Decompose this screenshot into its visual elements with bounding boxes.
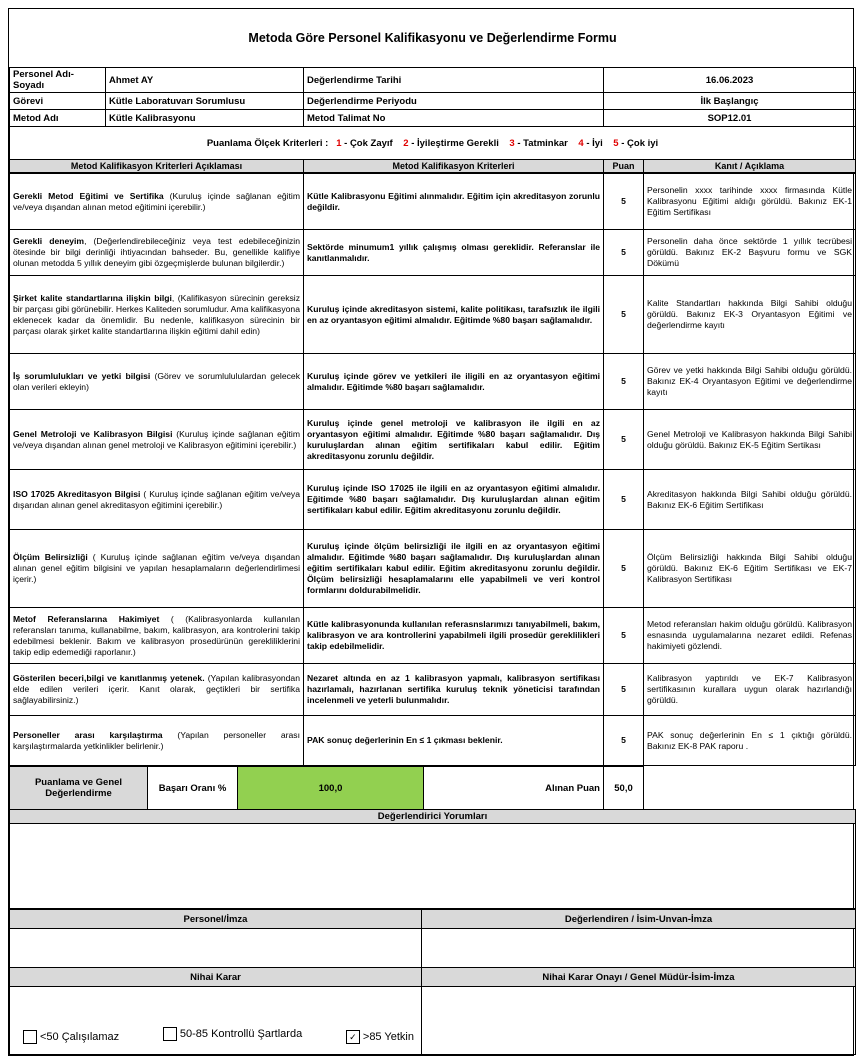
- criteria-title: Genel Metroloji ve Kalibrasyon Bilgisi: [13, 428, 173, 439]
- scale-item: 5 - Çok iyi: [613, 137, 659, 149]
- decision-option-conditional[interactable]: 50-85 Kontrollü Şartlarda: [163, 1027, 302, 1041]
- scale-label: Puanlama Ölçek Kriterleri :: [206, 137, 329, 149]
- instruction-value: SOP12.01: [604, 110, 856, 127]
- criteria-description-text: ( Kuruluş içinde sağlanan eğitim ve/veya dışarıdan alınan genel akreditasyon eğitimini içerebilir.): [13, 488, 300, 510]
- criteria-description: [10, 354, 304, 410]
- criteria-requirement: Sektörde minumum1 yıllık çalışmış olması gereklidir. Referanslar ile kanıtlanmalıdır.: [304, 230, 604, 276]
- criteria-evidence: Görev ve yetki hakkında Bilgi Sahibi olduğu görüldü. Bakınız EK-4 Oryantasyon Eğitimi ve değerlendirme kayıtı: [644, 354, 856, 410]
- criteria-row: [10, 174, 856, 230]
- criteria-description: [10, 174, 304, 230]
- criteria-evidence: Personelin daha önce sektörde 1 yıllık tecrübesi görüldü. Bakınız EK-2 Başvuru formu ve SGK Dökümü: [644, 230, 856, 276]
- criteria-description-text: ( (Kalibrasyonlarda kullanılan referansları tanıma, kullanabilme, bakım, kalibrasyon, ara kontrolerini takip edebilmesi beklenir. Bakım ve kalibrasyon prosedürünün gerekliliklerini takip edip edemediği raporlanır.): [13, 613, 300, 657]
- checkbox-checked-icon[interactable]: ✓: [346, 1030, 360, 1044]
- criteria-score: 5: [604, 410, 644, 470]
- checkbox-icon[interactable]: [163, 1027, 177, 1041]
- criteria-row: [10, 530, 856, 608]
- scale-item: 3 - Tatminkar: [509, 137, 568, 149]
- header-score: Puan: [604, 160, 644, 173]
- name-value: Ahmet AY: [106, 68, 304, 93]
- criteria-requirement: Kuruluş içinde genel metroloji ve kalibrasyon ile ilgili en az oryantasyon eğitimi almalıdır. Eğitimde %80 başarı sağlamalıdır. Dış kuruluşlardan alınan eğitim sertifikaları kabul edilir. Eğitim akreditasyonu zorunlu değildir.: [304, 410, 604, 470]
- decision-option-competent[interactable]: ✓ >85 Yetkin: [346, 1030, 414, 1044]
- criteria-title: Şirket kalite standartlarına ilişkin bilgi: [13, 292, 172, 303]
- date-label: Değerlendirme Tarihi: [304, 68, 604, 93]
- criteria-requirement: Kuruluş içinde akreditasyon sistemi, kalite politikası, tarafsızlık ile ilgili en az oryantasyon eğitimi almalıdır. Eğitimde %80 başarı sağlamalıdır.: [304, 276, 604, 354]
- header-evidence: Kanıt / Açıklama: [644, 160, 856, 173]
- criteria-requirement: Kütle Kalibrasyonu Eğitimi alınmalıdır. Eğitim için akreditasyon zorunlu değildir.: [304, 174, 604, 230]
- form-title: Metoda Göre Personel Kalifikasyonu ve Değerlendirme Formu: [10, 9, 856, 68]
- score-label: Alınan Puan: [424, 767, 604, 810]
- criteria-title: Ölçüm Belirsizliği: [13, 552, 88, 562]
- criteria-title: Gösterilen beceri,bilgi ve kanıtlanmış yetenek.: [13, 673, 205, 683]
- criteria-description-text: (Yapılan kalibrasyondan elde edilen verileri içerir. Kanıt olarak, geçtikleri bir sertifika sağlayabilirsiniz.): [13, 673, 300, 705]
- criteria-description-text: (Kuruluş içinde sağlanan eğitim ve/veya dışandan alınan metod eğitimini içerebilir.): [13, 190, 300, 212]
- comments-area[interactable]: [10, 824, 856, 909]
- score-value: 50,0: [604, 767, 644, 810]
- criteria-requirement: PAK sonuç değerlerinin En ≤ 1 çıkması beklenir.: [304, 716, 604, 766]
- criteria-score: 5: [604, 174, 644, 230]
- method-value: Kütle Kalibrasyonu: [106, 110, 304, 127]
- header-criteria: Metod Kalifikasyon Kriterleri: [304, 160, 604, 173]
- criteria-row: [10, 410, 856, 470]
- criteria-score: 5: [604, 716, 644, 766]
- final-decision-options: [10, 987, 422, 1055]
- name-label: Personel Adı-Soyadı: [10, 68, 106, 93]
- criteria-evidence: Metod referansları hakim olduğu görüldü. Kalibrasyon esnasında uygulamalarına nezaret edildi. Refenas hakimiyeti gözlendi.: [644, 608, 856, 664]
- criteria-score: 5: [604, 230, 644, 276]
- role-label: Görevi: [10, 93, 106, 110]
- criteria-description-text: ( Kuruluş içinde sağlanan eğitim ve/veya dışandan alınan genel eğitim bilgisini ve yapılan hesaplamaların değerlendirlimesi içerir.): [13, 552, 300, 584]
- personnel-signature-header: Personel/İmza: [10, 910, 422, 929]
- criteria-row: [10, 608, 856, 664]
- decision-option-fail[interactable]: <50 Çalışılamaz: [23, 1030, 119, 1044]
- success-rate-label: Başarı Oranı %: [148, 767, 238, 810]
- criteria-title: Gerekli Metod Eğitimi ve Sertifika: [13, 190, 164, 201]
- criteria-evidence: Ölçüm Belirsizliği hakkında Bilgi Sahibi olduğu görüldü. Bakınız EK-6 Eğitim Sertifikası ve EK-7 Kalibrasyon Sertifikası: [644, 530, 856, 608]
- criteria-description-text: , (Kalifikasyon sürecinin gereksiz bir parçası gibi görünebilir. Herkes Kaliteden sorumludur. Ama kalifikasyona eklenecek kadar da önemlidir. Bu nedenle, kalifikasyon sürecinin bir parçası olarak şirket kalite standartlarına ilişkin eğitimi dahil edin): [13, 292, 300, 336]
- final-approval-header: Nihai Karar Onayı / Genel Müdür-İsim-İmza: [422, 968, 856, 987]
- criteria-requirement: Kuruluş içinde görev ve yetkileri ile iligili en az oryantasyon eğitimi almalıdır. Eğitimde %80 başarı sağlamalıdır.: [304, 354, 604, 410]
- criteria-row: [10, 276, 856, 354]
- role-value: Kütle Laboratuvarı Sorumlusu: [106, 93, 304, 110]
- checkbox-icon[interactable]: [23, 1030, 37, 1044]
- criteria-score: 5: [604, 276, 644, 354]
- scale-item: 1 - Çok Zayıf: [336, 137, 393, 149]
- criteria-score: 5: [604, 470, 644, 530]
- criteria-description: [10, 230, 304, 276]
- criteria-requirement: Kuruluş içinde ölçüm belirsizliği ile ilgili en az oryantasyon eğitimi almalıdır. Eğitimde %80 başarı sağlamalıdır. Dış kuruluşlardan alınan eğitim sertifikaları kabul edilir. Eğitim akreditasyonu zorunlu değildir. Ölçüm belirsizliği hesaplamalarını elle yapabilmeli ve veri kontrol formlarını doldurabilmelidir.: [304, 530, 604, 608]
- criteria-evidence: Genel Metroloji ve Kalibrasyon hakkında Bilgi Sahibi olduğu görüldü. Bakınız EK-5 Eğitim Sertikası: [644, 410, 856, 470]
- personnel-signature-field[interactable]: [10, 929, 422, 968]
- criteria-row: [10, 716, 856, 766]
- criteria-description-text: , (Değerlendirebileceğiniz veya test edebileceğinizin ötesinde bir bilgi derinliği ihtiyacından bahseder. Bu, genellikle kalifiye olunan metodda 5 yıllık deneyim gibi özgeçmişlerde bulunan bilgilerdir.): [13, 236, 300, 268]
- scale-item: 4 - İyi: [578, 137, 603, 149]
- criteria-requirement: Kütle kalibrasyonunda kullanılan referasnslarımızı tanıyabilmeli, bakım, kalibrasyon ve ara kontrollerini yapabilmeli ilgili prosedür gereklilikleri takip edebilmelidir.: [304, 608, 604, 664]
- criteria-evidence: Kalite Standartları hakkında Bilgi Sahibi olduğu görüldü. Bakınız EK-3 Oryantasyon Eğitimi ve değerlendirme kayıtı: [644, 276, 856, 354]
- criteria-requirement: Nezaret altında en az 1 kalibrasyon yapmalı, kalibrasyon sertifikası hazırlamalı, hazırlanan sertifika kuruluş teknik yöneticisi tarafından incelenmeli ve yeterli bulunmalıdır.: [304, 664, 604, 716]
- criteria-title: Metof Referanslarına Hakimiyet: [13, 613, 160, 624]
- criteria-title: Personeller arası karşılaştırma: [13, 729, 163, 740]
- criteria-evidence: Kalibrasyon yaptırıldı ve EK-7 Kalibrasyon sertifikasının kurallara uygun olarak hazırlandığı görüldü.: [644, 664, 856, 716]
- scoring-scale: [10, 127, 856, 160]
- period-value: İlk Başlangıç: [604, 93, 856, 110]
- qualification-form: [8, 8, 854, 1056]
- criteria-description: [10, 716, 304, 766]
- summary-label: Puanlama ve Genel Değerlendirme: [10, 767, 148, 810]
- criteria-row: [10, 664, 856, 716]
- criteria-description-text: (Görev ve sorumlulululardan gelecek olan verileri ekleyin): [13, 370, 300, 392]
- criteria-evidence: Personelin xxxx tarihinde xxxx firmasında Kütle Kalibrasyonu Eğitimi aldığı görüldü. Bakınız EK-1 Eğitim Sertifikası: [644, 174, 856, 230]
- evaluator-signature-field[interactable]: [422, 929, 856, 968]
- criteria-score: 5: [604, 354, 644, 410]
- period-label: Değerlendirme Periyodu: [304, 93, 604, 110]
- criteria-description-text: (Yapılan personeller arası karşılaştırmalarda yetkinlikler belirlenir.): [13, 729, 300, 751]
- instruction-label: Metod Talimat No: [304, 110, 604, 127]
- criteria-requirement: Kuruluş içinde ISO 17025 ile ilgili en az oryantasyon eğitimi almalıdır. Eğitimde %80 başarı sağlamalıdır. Dış kuruluşlardan alınan eğitim sertifikaları kabul edilir. Eğitim akreditasyonu zorunlu değildir.: [304, 470, 604, 530]
- comments-header: Değerlendirici Yorumları: [10, 810, 856, 824]
- criteria-score: 5: [604, 530, 644, 608]
- criteria-description: [10, 410, 304, 470]
- success-rate-value: 100,0: [238, 767, 424, 810]
- evaluator-signature-header: Değerlendiren / İsim-Unvan-İmza: [422, 910, 856, 929]
- criteria-description: [10, 276, 304, 354]
- criteria-score: 5: [604, 608, 644, 664]
- criteria-description: [10, 470, 304, 530]
- date-value: 16.06.2023: [604, 68, 856, 93]
- criteria-row: [10, 230, 856, 276]
- criteria-title: Gerekli deneyim: [13, 236, 85, 246]
- scale-item: 2 - İyileştirme Gerekli: [403, 137, 499, 149]
- criteria-title: ISO 17025 Akreditasyon Bilgisi: [13, 488, 141, 499]
- header-description: Metod Kalifikasyon Kriterleri Açıklaması: [10, 160, 304, 173]
- criteria-row: [10, 354, 856, 410]
- criteria-description: [10, 530, 304, 608]
- criteria-evidence: Akreditasyon hakkında Bilgi Sahibi olduğu görüldü. Bakınız EK-6 Eğitim Sertifikası: [644, 470, 856, 530]
- method-label: Metod Adı: [10, 110, 106, 127]
- criteria-evidence: PAK sonuç değerlerinin En ≤ 1 çıktığı görüldü. Bakınız EK-8 PAK raporu .: [644, 716, 856, 766]
- criteria-description: [10, 664, 304, 716]
- final-approval-field[interactable]: [422, 987, 856, 1055]
- criteria-score: 5: [604, 664, 644, 716]
- criteria-description-text: (Kuruluş içinde sağlanan eğitim ve/veya dışandan alınan genel metroloji ve Kalibrasyon eğitimini içerebilir.): [13, 428, 300, 450]
- criteria-table: [9, 173, 856, 766]
- criteria-row: [10, 470, 856, 530]
- criteria-description: [10, 608, 304, 664]
- final-decision-header: Nihai Karar: [10, 968, 422, 987]
- criteria-title: İş sorumlulukları ve yetki bilgisi: [13, 370, 151, 381]
